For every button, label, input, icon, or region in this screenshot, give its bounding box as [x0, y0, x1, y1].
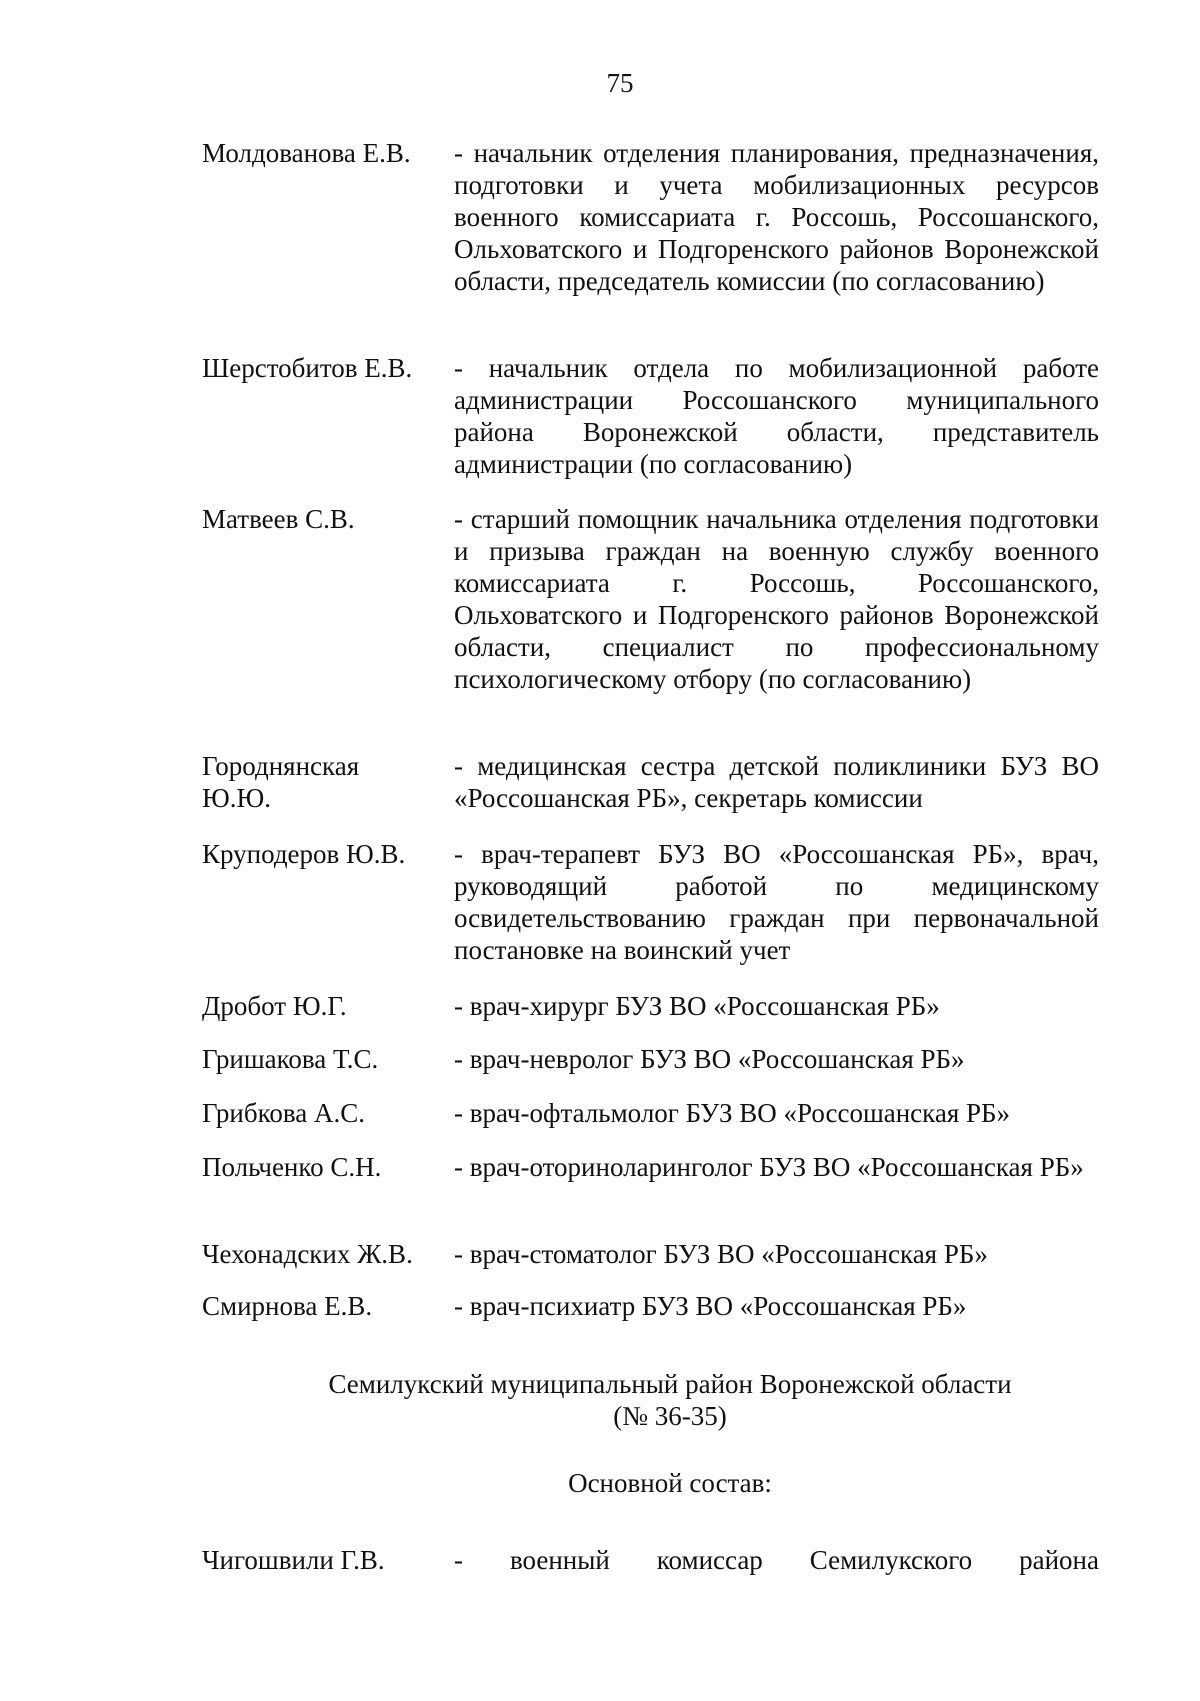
- member-name: Чигошвили Г.В.: [202, 1545, 385, 1575]
- member-name: Польченко С.Н.: [202, 1152, 382, 1182]
- member-name: Смирнова Е.В.: [202, 1291, 373, 1321]
- member-name: Чехонадских Ж.В.: [202, 1239, 413, 1269]
- member-name: Дробот Ю.Г.: [202, 991, 347, 1021]
- section-subtitle: Основной состав:: [568, 1468, 772, 1498]
- member-name: Грибкова А.С.: [202, 1098, 365, 1128]
- member-role: - врач-стоматолог БУЗ ВО «Россошанская РБ»: [454, 1239, 988, 1269]
- member-name: Шерстобитов Е.В.: [202, 353, 413, 383]
- member-name: Городнянская Ю.Ю.: [202, 751, 360, 813]
- member-name: Гришакова Т.С.: [202, 1044, 379, 1074]
- member-role: - начальник отделения планирования, предназначения, подготовки и учета мобилизационных ресурсов военного комиссариата г. Россошь, Россошанского, Ольховатского и Подгоренского районов Воронежской области, председатель комиссии (по согласованию): [454, 138, 1099, 296]
- section-number: (№ 36-35): [613, 1401, 727, 1431]
- member-role: - врач-психиатр БУЗ ВО «Россошанская РБ»: [454, 1291, 967, 1321]
- member-role: - старший помощник начальника отделения подготовки и призыва граждан на военную службу военного комиссариата г. Россошь, Россошанского, Ольховатского и Подгоренского районов Воронежской области, специалист по профессиональному психологическому отбору (по согласованию): [454, 504, 1099, 694]
- member-role: - врач-невролог БУЗ ВО «Россошанская РБ»: [454, 1044, 965, 1074]
- member-role: - врач-хирург БУЗ ВО «Россошанская РБ»: [454, 991, 940, 1021]
- member-role: - медицинская сестра детской поликлиники БУЗ ВО «Россошанская РБ», секретарь комиссии: [454, 751, 1099, 813]
- role-word: -: [454, 1545, 463, 1575]
- role-word: района: [1019, 1545, 1099, 1575]
- member-role: - врач-терапевт БУЗ ВО «Россошанская РБ», врач, руководящий работой по медицинскому освидетельствованию граждан при первоначальной постановке на воинский учет: [454, 839, 1099, 965]
- member-name: Молдованова Е.В.: [202, 138, 411, 168]
- member-role: - врач-офтальмолог БУЗ ВО «Россошанская РБ»: [454, 1098, 1011, 1128]
- member-name: Матвеев С.В.: [202, 504, 355, 534]
- member-role: [454, 1544, 1099, 1576]
- member-name: Круподеров Ю.В.: [202, 839, 406, 869]
- member-role: - начальник отдела по мобилизационной работе администрации Россошанского муниципального района Воронежской области, представитель администрации (по согласованию): [454, 353, 1099, 479]
- role-word: комиссар: [656, 1545, 763, 1575]
- role-word: военный: [509, 1545, 610, 1575]
- page-number: 75: [606, 68, 634, 98]
- role-word: Семилукского: [809, 1545, 973, 1575]
- member-role: - врач-оториноларинголог БУЗ ВО «Россошанская РБ»: [454, 1152, 1084, 1182]
- section-title: Семилукский муниципальный район Воронежской области: [328, 1369, 1012, 1399]
